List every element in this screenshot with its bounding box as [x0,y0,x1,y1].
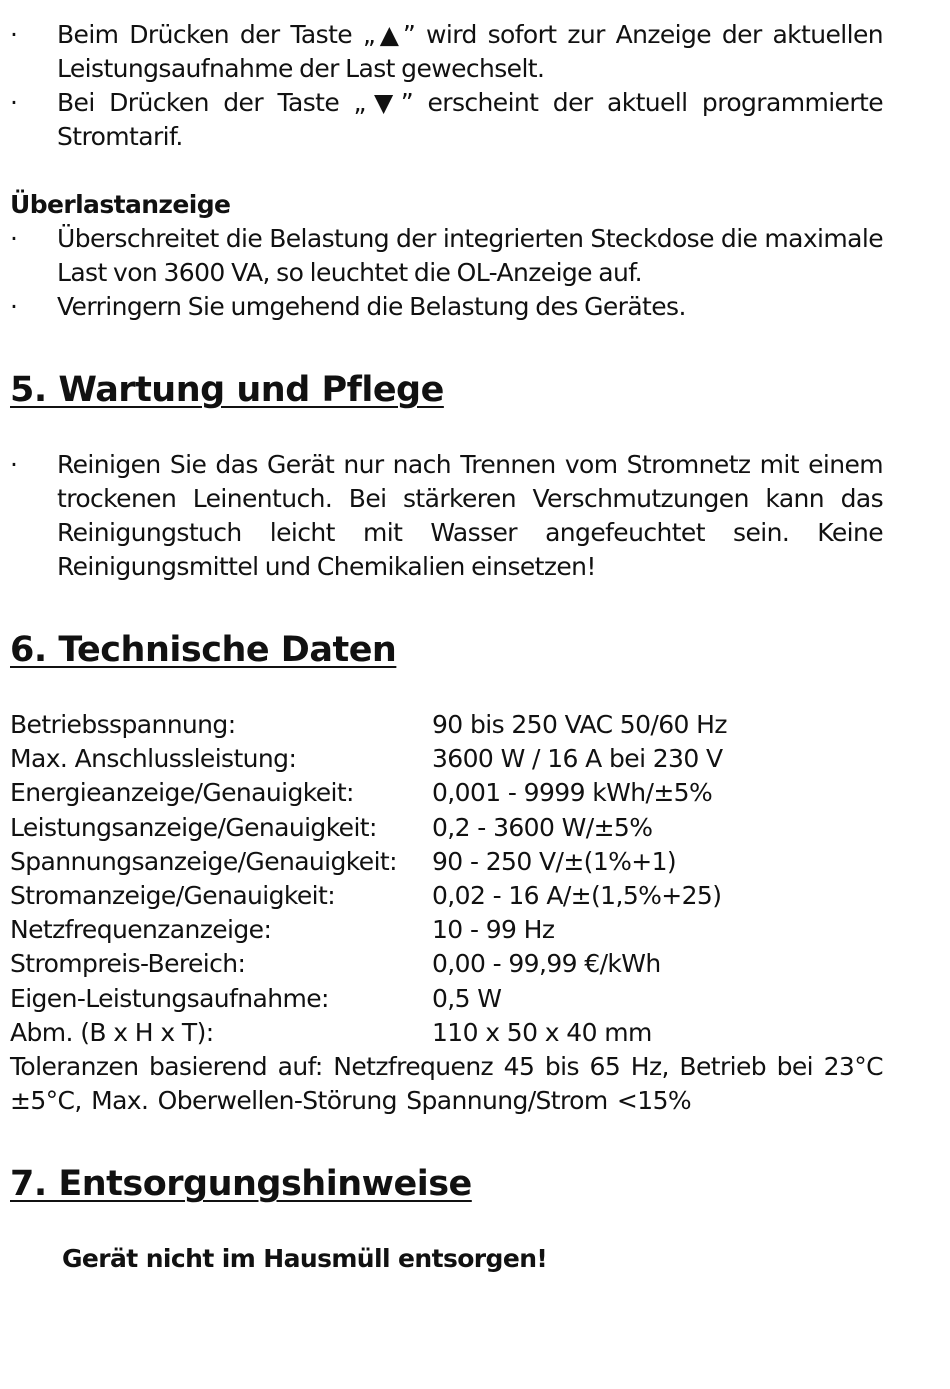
bullet-dot: · [10,20,18,49]
spec-row [10,811,883,845]
list-item [10,290,883,324]
spec-label: Stromanzeige/Genauigkeit: [10,881,336,911]
spec-label: Abm. (B x H x T): [10,1017,214,1047]
maintenance-heading: 5. Wartung und Pflege [10,370,444,410]
spec-value: 90 bis 250 VAC 50/60 Hz [432,710,727,739]
technical-data-heading: 6. Technische Daten [10,630,397,670]
technical-data-table [10,708,883,1050]
bullet-text: Bei Drücken der Taste „▼” erscheint der aktuell programmierte Stromtarif. [57,88,883,151]
spec-value: 0,5 W [432,983,502,1013]
disposal-heading: 7. Entsorgungshinweise [10,1164,472,1205]
bullet-dot: · [10,292,18,321]
bullet-text: Verringern Sie umgehend die Belastung des Gerätes. [57,292,686,321]
spec-value: 90 - 250 V/±(1%+1) [432,846,677,876]
bullet-text: Reinigen Sie das Gerät nur nach Trennen vom Stromnetz mit einem trockenen Leinentuch. Bei stärkeren Verschmutzungen kann das Reinigungstuch leicht mit Wasser angefeuchtet sein. Keine Reinigungsmittel und Chemikalien einsetzen! [57,450,883,581]
spec-label: Betriebsspannung: [10,710,236,739]
spec-label: Netzfrequenzanzeige: [10,915,272,945]
list-item [10,18,883,86]
list-item [10,86,883,154]
spec-row [10,913,883,947]
bullet-text: Beim Drücken der Taste „▲” wird sofort zur Anzeige der aktuellen Leistungsaufnahme der Last gewechselt. [57,20,883,83]
spec-value: 0,2 - 3600 W/±5% [432,812,653,842]
bullet-dot: · [10,88,18,117]
spec-value: 3600 W / 16 A bei 230 V [432,744,723,774]
bullet-dot: · [10,224,18,253]
spec-label: Energieanzeige/Genauigkeit: [10,778,354,808]
spec-row [10,879,883,913]
bullet-text: Überschreitet die Belastung der integrierten Steckdose die maximale Last von 3600 VA, so leuchtet die OL-Anzeige auf. [57,224,883,287]
spec-row [10,947,883,981]
spec-row [10,776,883,810]
spec-value: 0,001 - 9999 kWh/±5% [432,778,713,808]
spec-value: 10 - 99 Hz [432,915,555,945]
overload-heading: Überlastanzeige [10,190,231,219]
spec-label: Eigen-Leistungsaufnahme: [10,983,329,1013]
spec-value: 110 x 50 x 40 mm [432,1017,652,1047]
spec-row [10,845,883,879]
spec-label: Leistungsanzeige/Genauigkeit: [10,812,377,842]
bullet-dot: · [10,450,18,479]
list-item [10,222,883,290]
manual-page [10,18,883,1276]
spec-value: 0,02 - 16 A/±(1,5%+25) [432,881,722,911]
spec-row [10,982,883,1016]
spec-label: Spannungsanzeige/Genauigkeit: [10,846,397,876]
spec-label: Max. Anschlussleistung: [10,744,297,774]
list-item [10,448,883,584]
spec-row [10,742,883,776]
tolerance-note: Toleranzen basierend auf: Netzfrequenz 45 bis 65 Hz, Betrieb bei 23°C ±5°C, Max. Oberwellen-Störung Spannung/Strom <15% [10,1052,883,1116]
disposal-warning: Gerät nicht im Hausmüll entsorgen! [62,1244,548,1274]
spec-value: 0,00 - 99,99 €/kWh [432,949,661,979]
spec-label: Strompreis-Bereich: [10,949,246,979]
spec-row [10,708,883,742]
spec-row [10,1016,883,1050]
